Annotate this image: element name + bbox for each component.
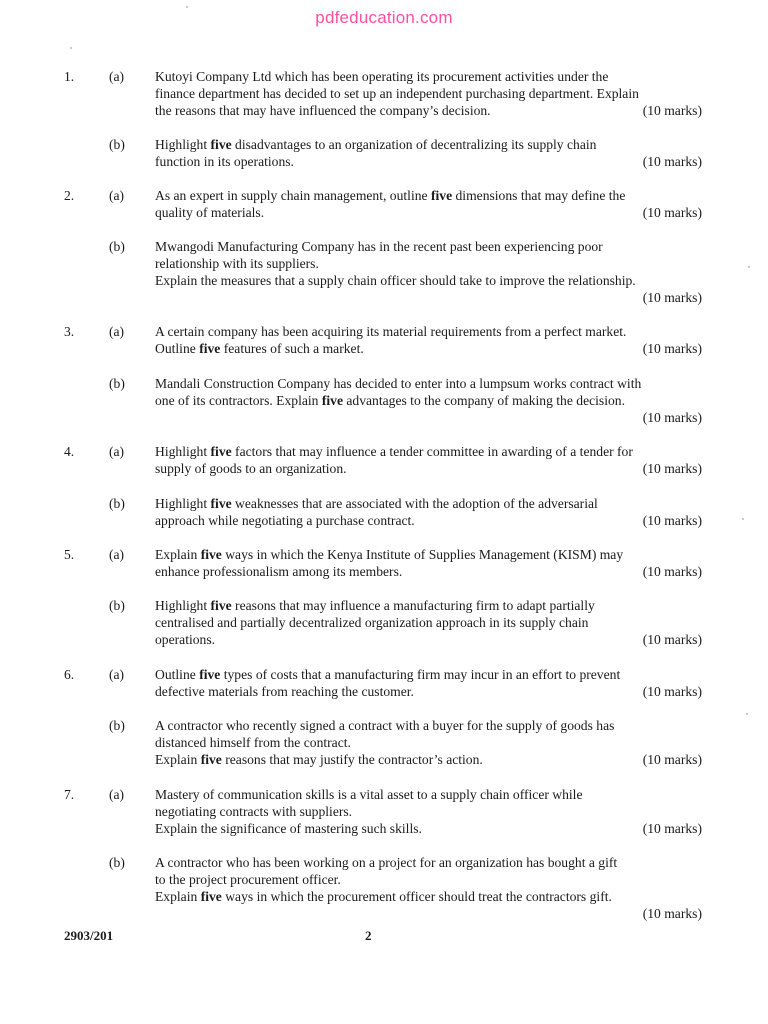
text-line — [155, 153, 702, 170]
line-text: Explain the measures that a supply chain officer should take to improve the relationship. — [155, 273, 636, 288]
question-text — [155, 854, 702, 922]
line-segment: Highlight — [155, 137, 211, 152]
question-number: 5. — [64, 547, 75, 562]
text-line — [155, 631, 702, 648]
text-line — [155, 409, 702, 426]
part-label: (a) — [109, 324, 125, 339]
line-text — [155, 137, 596, 152]
marks-allocation: (10 marks) — [642, 205, 702, 220]
text-line — [155, 443, 702, 460]
line-text — [155, 444, 633, 459]
text-line — [155, 666, 702, 683]
line-text: A contractor who has been working on a project for an organization has bought a gift — [155, 855, 618, 870]
text-line — [155, 495, 702, 512]
text-line — [155, 614, 702, 631]
line-segment: one of its contractors. Explain — [155, 393, 322, 408]
marks-allocation: (10 marks) — [642, 513, 702, 528]
part-label: (a) — [109, 787, 125, 802]
text-line — [155, 272, 702, 289]
line-text: function in its operations. — [155, 154, 294, 169]
line-text: Explain the significance of mastering such skills. — [155, 821, 422, 836]
line-text — [155, 752, 483, 767]
text-line — [155, 563, 702, 580]
line-segment: dimensions that may define the — [452, 188, 626, 203]
emphasis-word: five — [210, 444, 232, 459]
question-number: 1. — [64, 69, 75, 84]
line-text: centralised and partially decentralized organization approach in its supply chain — [155, 615, 589, 630]
marks-allocation: (10 marks) — [642, 906, 702, 921]
line-text: defective materials from reaching the customer. — [155, 684, 414, 699]
question-text — [155, 238, 702, 306]
line-text — [155, 547, 623, 562]
line-text: A certain company has been acquiring its material requirements from a perfect market. — [155, 324, 627, 339]
line-text — [155, 889, 612, 904]
line-segment: Highlight — [155, 496, 211, 511]
question-number: 2. — [64, 188, 75, 203]
question-text — [155, 546, 702, 580]
part-label: (a) — [109, 188, 125, 203]
text-line — [155, 820, 702, 837]
emphasis-word: five — [210, 137, 232, 152]
part-label: (b) — [109, 239, 125, 254]
marks-allocation: (10 marks) — [642, 752, 702, 767]
question-number: 4. — [64, 444, 75, 459]
marks-allocation: (10 marks) — [642, 684, 702, 699]
line-segment: features of such a market. — [220, 341, 364, 356]
line-text — [155, 667, 620, 682]
marks-allocation: (10 marks) — [642, 341, 702, 356]
question-text — [155, 597, 702, 648]
question-text — [155, 666, 702, 700]
text-line — [155, 85, 702, 102]
part-label: (b) — [109, 137, 125, 152]
text-line — [155, 255, 702, 272]
text-line — [155, 905, 702, 922]
scan-speck — [748, 266, 750, 268]
line-text: Mandali Construction Company has decided to enter into a lumpsum works contract with — [155, 376, 642, 391]
text-line — [155, 375, 702, 392]
line-text: Kutoyi Company Ltd which has been operating its procurement activities under the — [155, 69, 609, 84]
emphasis-word: five — [430, 188, 453, 203]
marks-allocation: (10 marks) — [642, 290, 702, 305]
text-line — [155, 751, 702, 768]
text-line — [155, 717, 702, 734]
line-text — [155, 290, 158, 305]
scan-speck — [186, 6, 188, 8]
question-text — [155, 495, 702, 529]
text-line — [155, 546, 702, 563]
line-text: distanced himself from the contract. — [155, 735, 351, 750]
part-label: (b) — [109, 376, 125, 391]
line-segment: Explain — [155, 547, 201, 562]
marks-allocation: (10 marks) — [642, 410, 702, 425]
scan-speck — [742, 518, 744, 520]
marks-allocation: (10 marks) — [642, 103, 702, 118]
text-line — [155, 340, 702, 357]
emphasis-word: five — [200, 889, 222, 904]
question-text — [155, 136, 702, 170]
text-line — [155, 204, 702, 221]
line-text — [155, 496, 598, 511]
part-label: (b) — [109, 855, 125, 870]
line-segment: reasons that may justify the contractor’s action. — [221, 752, 483, 767]
part-label: (a) — [109, 667, 125, 682]
line-segment: advantages to the company of making the decision. — [343, 393, 625, 408]
line-text — [155, 393, 625, 408]
line-segment: ways in which the Kenya Institute of Supplies Management (KISM) may — [221, 547, 624, 562]
question-text — [155, 443, 702, 477]
part-label: (a) — [109, 444, 125, 459]
text-line — [155, 102, 702, 119]
line-text: finance department has decided to set up an independent purchasing department. Explain — [155, 86, 639, 101]
text-line — [155, 460, 702, 477]
line-text — [155, 598, 595, 613]
text-line — [155, 512, 702, 529]
question-text — [155, 375, 702, 426]
question-text — [155, 187, 702, 221]
line-segment: factors that may influence a tender committee in awarding of a tender for — [231, 444, 633, 459]
line-segment: disadvantages to an organization of decentralizing its supply chain — [231, 137, 597, 152]
text-line — [155, 786, 702, 803]
watermark-text: pdfeducation.com — [315, 8, 453, 27]
marks-allocation: (10 marks) — [642, 564, 702, 579]
line-segment: Highlight — [155, 598, 211, 613]
text-line — [155, 68, 702, 85]
line-text: negotiating contracts with suppliers. — [155, 804, 353, 819]
text-line — [155, 871, 702, 888]
line-segment: reasons that may influence a manufacturing firm to adapt partially — [231, 598, 595, 613]
scan-speck — [746, 713, 748, 715]
emphasis-word: five — [200, 752, 222, 767]
line-segment: Explain — [155, 752, 201, 767]
line-text: quality of materials. — [155, 205, 265, 220]
question-number: 6. — [64, 667, 75, 682]
text-line — [155, 803, 702, 820]
question-number: 7. — [64, 787, 75, 802]
text-line — [155, 289, 702, 306]
text-line — [155, 597, 702, 614]
scan-speck — [70, 47, 72, 49]
part-label: (b) — [109, 496, 125, 511]
part-label: (b) — [109, 718, 125, 733]
emphasis-word: five — [210, 598, 232, 613]
line-text: operations. — [155, 632, 216, 647]
line-segment: Outline — [155, 667, 200, 682]
line-text: approach while negotiating a purchase contract. — [155, 513, 415, 528]
question-text — [155, 786, 702, 837]
emphasis-word: five — [210, 496, 232, 511]
line-segment: ways in which the procurement officer should treat the contractors gift. — [221, 889, 612, 904]
marks-allocation: (10 marks) — [642, 632, 702, 647]
line-text: to the project procurement officer. — [155, 872, 341, 887]
line-text: Mwangodi Manufacturing Company has in the recent past been experiencing poor — [155, 239, 603, 254]
emphasis-word: five — [200, 547, 222, 562]
emphasis-word: five — [321, 393, 343, 408]
text-line — [155, 323, 702, 340]
text-line — [155, 136, 702, 153]
part-label: (a) — [109, 547, 125, 562]
line-text: the reasons that may have influenced the company’s decision. — [155, 103, 491, 118]
line-segment: Outline — [155, 341, 200, 356]
marks-allocation: (10 marks) — [642, 154, 702, 169]
part-label: (a) — [109, 69, 125, 84]
line-text — [155, 188, 625, 203]
line-text: Mastery of communication skills is a vital asset to a supply chain officer while — [155, 787, 583, 802]
text-line — [155, 392, 702, 409]
question-text — [155, 717, 702, 768]
line-segment: types of costs that a manufacturing firm may incur in an effort to prevent — [220, 667, 621, 682]
line-segment: weaknesses that are associated with the adoption of the adversarial — [231, 496, 598, 511]
text-line — [155, 888, 702, 905]
part-label: (b) — [109, 598, 125, 613]
text-line — [155, 854, 702, 871]
marks-allocation: (10 marks) — [642, 821, 702, 836]
line-segment: Highlight — [155, 444, 211, 459]
text-line — [155, 187, 702, 204]
emphasis-word: five — [199, 667, 221, 682]
question-number: 3. — [64, 324, 75, 339]
page-number: 2 — [365, 928, 372, 943]
line-segment: Explain — [155, 889, 201, 904]
line-text: enhance professionalism among its members. — [155, 564, 403, 579]
emphasis-word: five — [199, 341, 221, 356]
line-text — [155, 906, 158, 921]
marks-allocation: (10 marks) — [642, 461, 702, 476]
line-text: supply of goods to an organization. — [155, 461, 347, 476]
line-text — [155, 341, 364, 356]
text-line — [155, 734, 702, 751]
line-text — [155, 410, 158, 425]
text-line — [155, 683, 702, 700]
line-text: relationship with its suppliers. — [155, 256, 319, 271]
line-segment: As an expert in supply chain management, outline — [155, 188, 431, 203]
question-text — [155, 323, 702, 357]
question-text — [155, 68, 702, 119]
text-line — [155, 238, 702, 255]
paper-code: 2903/201 — [64, 928, 114, 943]
line-text: A contractor who recently signed a contract with a buyer for the supply of goods has — [155, 718, 615, 733]
